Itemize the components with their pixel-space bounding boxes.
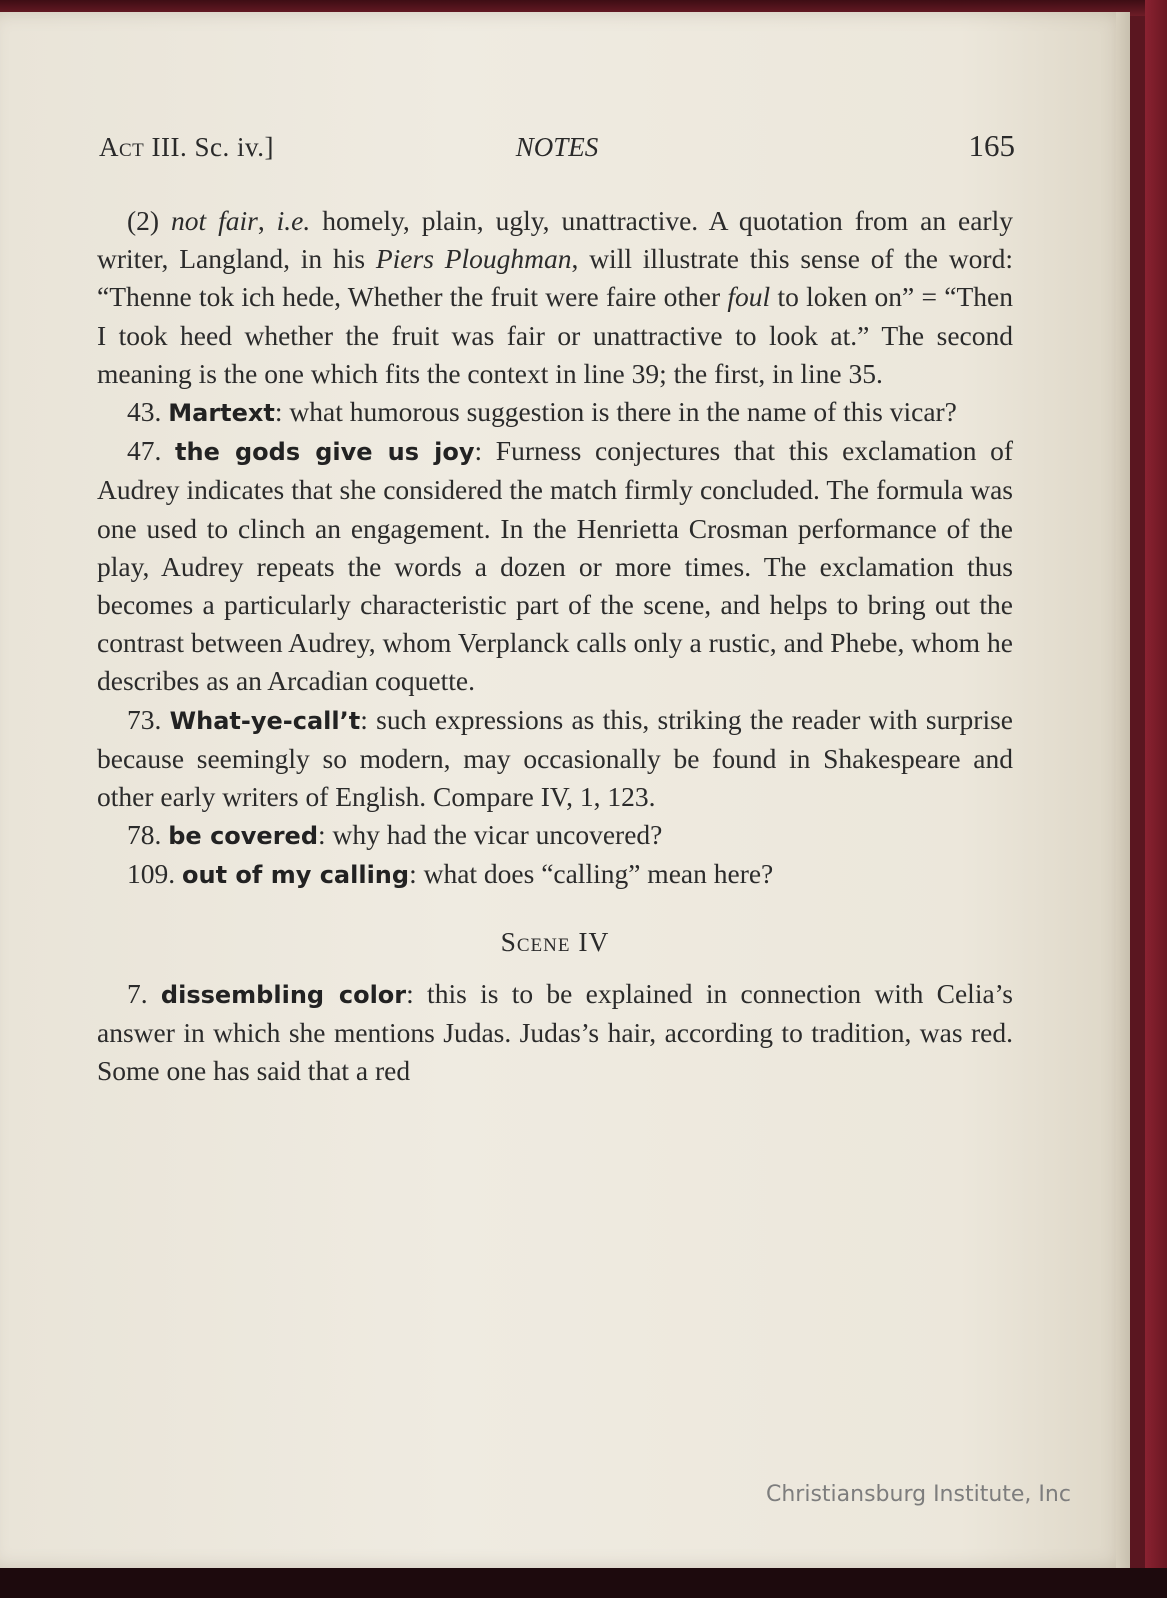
note-text: : Furness conjectures that this exclamation of Audrey indicates that she considered the match firmly concluded. The formula was one used to clinch an engagement. In the Henrietta Crosman performance of the play, Audrey repeats the words a dozen or more times. The exclamation thus becomes a particularly characteristic part of the scene, and helps to bring out the contrast between Audrey, whom Verplanck calls only a rustic, and Phebe, whom he describes as an Arcadian coquette. xyxy=(97,435,1014,697)
note-term: What-ye-call’t xyxy=(169,706,361,735)
note-text: : what does “calling” mean here? xyxy=(409,858,774,890)
note-term: out of my calling xyxy=(182,861,410,890)
italic-text: not fair xyxy=(171,205,258,236)
note-text: : what humorous suggestion is there in the name of this vicar? xyxy=(274,396,957,428)
note-line-number: 109. xyxy=(127,858,182,890)
book-cover-edge xyxy=(1145,0,1167,1598)
note-line-number: 73. xyxy=(127,703,170,735)
italic-text: Piers Ploughman xyxy=(375,243,572,275)
notes-body xyxy=(97,202,1013,1090)
note-text: : why had the vicar uncovered? xyxy=(318,819,663,851)
note-text: : this is to be explained in connection with Celia’s answer in which she mentions Judas. Judas’s hair, according to tradition, was red. Some one has said that a red xyxy=(97,977,1014,1087)
note-text: , will illustrate this sense of the word: “Thenne tok ich hede, Whether the fruit were faire other xyxy=(97,243,1013,313)
page-number: 165 xyxy=(968,128,1015,163)
page-title: NOTES xyxy=(515,132,599,162)
note-line-number: 43. xyxy=(127,396,169,428)
watermark: Christiansburg Institute, Inc xyxy=(766,1482,1071,1507)
note-line-number: (2) xyxy=(127,205,172,236)
note-line-number: 78. xyxy=(127,819,169,851)
note-paragraph xyxy=(97,816,1013,855)
note-paragraph xyxy=(97,432,1013,700)
note-line-number: 7. xyxy=(127,977,161,1009)
note-term: dissembling color xyxy=(160,980,407,1009)
note-text: : such expressions as this, striking the reader with surprise because seemingly so modern, may occasionally be found in Shakespeare and other early writers of English. Compare IV, 1, 123. xyxy=(97,703,1013,813)
note-paragraph xyxy=(97,701,1013,817)
scene-notes-list xyxy=(97,975,1013,1091)
note-text: , xyxy=(257,205,277,236)
italic-text: i.e. xyxy=(276,205,311,236)
page-edge xyxy=(1116,12,1130,1568)
scene-heading: Scene IV xyxy=(500,925,610,957)
note-line-number: 47. xyxy=(127,435,176,467)
note-term: the gods give us joy xyxy=(175,438,475,467)
note-paragraph xyxy=(97,975,1013,1091)
note-paragraph xyxy=(97,393,1013,432)
note-text: to loken on” = “Then I took heed whether the fruit was fair or unattractive to look at.” The second meaning is the one which fits the context in line 39; the first, in line 35. xyxy=(97,281,1013,389)
italic-text: foul xyxy=(727,281,771,313)
note-paragraph xyxy=(97,202,1013,393)
book-cover-bottom xyxy=(0,1568,1167,1598)
note-text: homely, plain, ugly, unattractive. A quotation from an early writer, Langland, in his xyxy=(97,205,1013,275)
notes-list xyxy=(97,202,1013,895)
act-label: Act xyxy=(99,132,145,162)
running-header xyxy=(99,126,1015,166)
act-scene-numbers: III. Sc. iv.] xyxy=(151,132,274,162)
note-term: Martext xyxy=(168,399,275,428)
note-term: be covered xyxy=(168,822,318,851)
note-paragraph xyxy=(97,855,1013,894)
